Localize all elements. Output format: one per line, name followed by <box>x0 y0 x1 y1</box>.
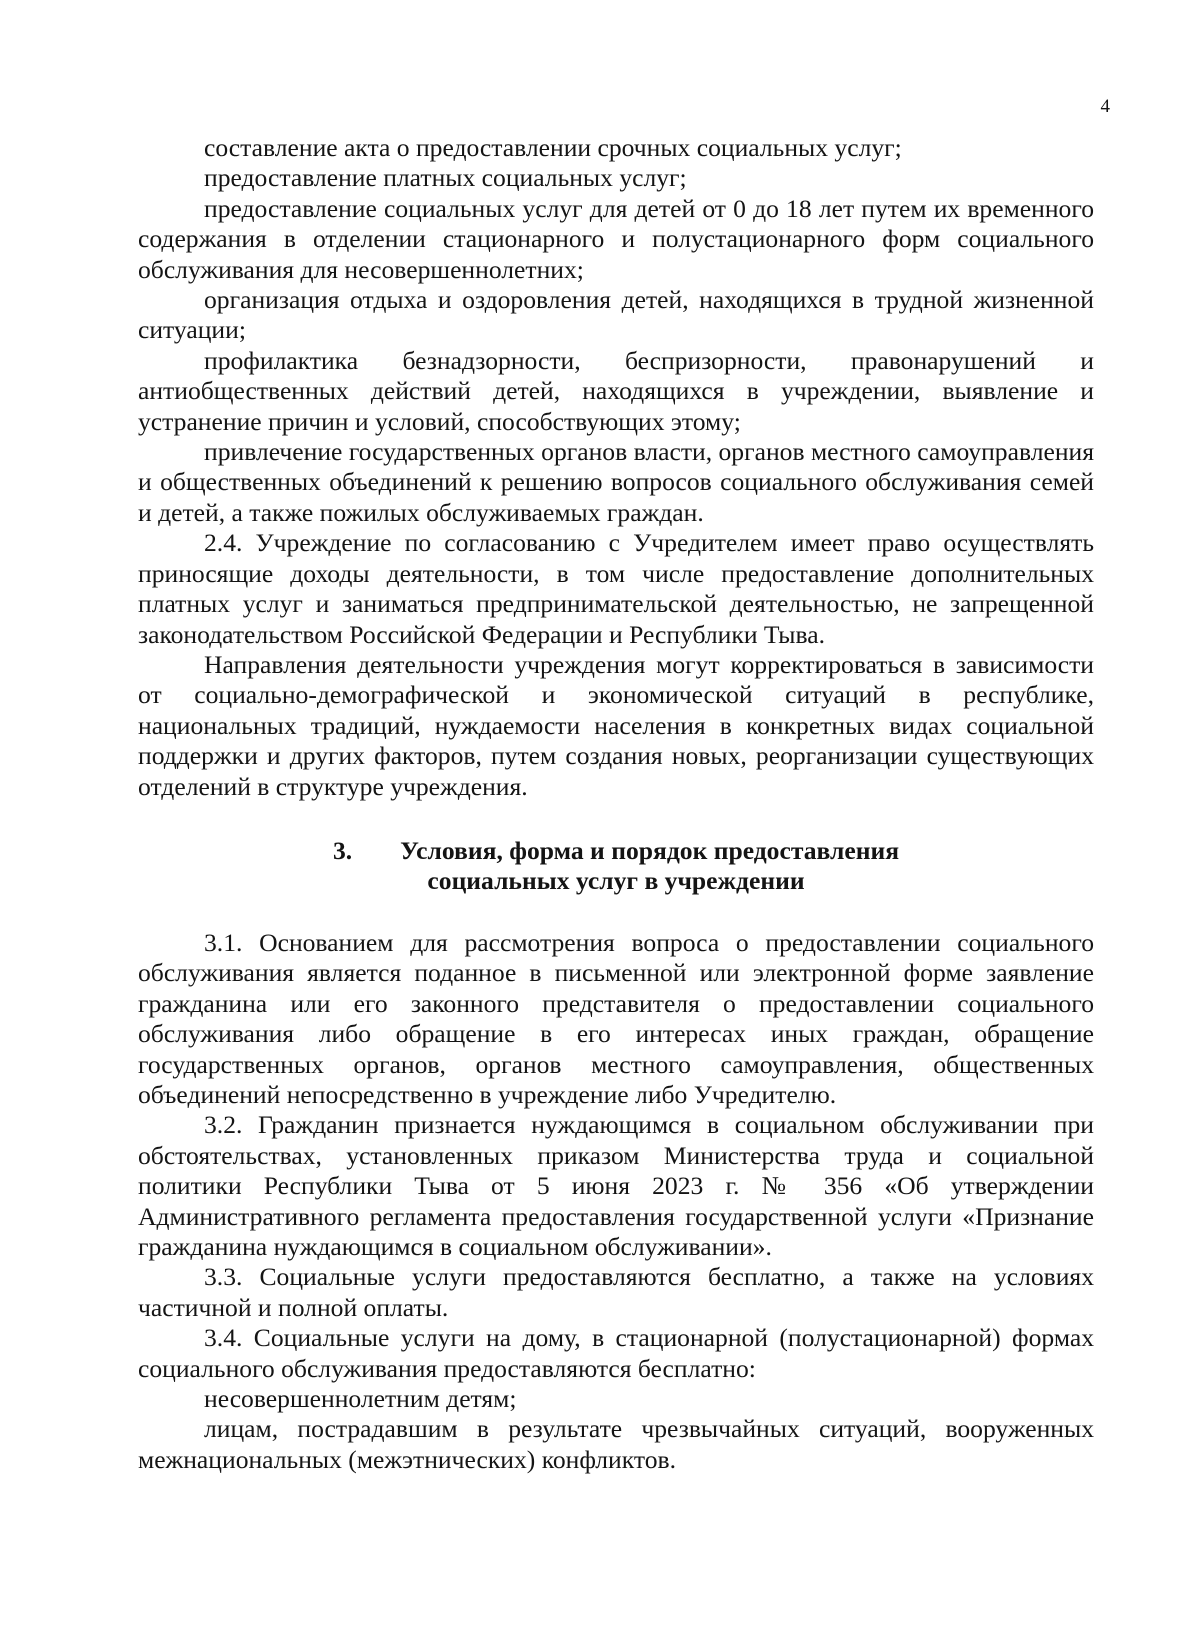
section-number: 3. <box>332 835 353 865</box>
section-title-line-1: Условия, форма и порядок предоставления <box>400 835 900 865</box>
document-body <box>138 133 1094 1475</box>
paragraph: лицам, пострадавшим в результате чрезвычайных ситуаций, вооруженных межнациональных (межэтнических) конфликтов. <box>138 1414 1094 1474</box>
paragraph: несовершеннолетним детям; <box>204 1384 517 1414</box>
paragraph: 3.1. Основанием для рассмотрения вопроса о предоставлении социального обслуживания является поданное в письменной или электронной форме заявление гражданина или его законного представителя о предоставлении социального обслуживания либо обращение в его интересах иных граждан, обращение государственных органов, органов местного самоуправления, общественных объединений непосредственно в учреждение либо Учредителю. <box>138 927 1094 1109</box>
paragraph: профилактика безнадзорности, беспризорности, правонарушений и антиобщественных действий детей, находящихся в учреждении, выявление и устранение причин и условий, способствующих этому; <box>138 345 1094 436</box>
section-title-line-2: социальных услуг в учреждении <box>427 865 805 895</box>
paragraph: предоставление социальных услуг для детей от 0 до 18 лет путем их временного содержания в отделении стационарного и полустационарного форм социального обслуживания для несовершеннолетних; <box>138 193 1094 284</box>
paragraph: организация отдыха и оздоровления детей, находящихся в трудной жизненной ситуации; <box>138 285 1094 345</box>
paragraph: составление акта о предоставлении срочных социальных услуг; <box>204 133 902 162</box>
paragraph: Направления деятельности учреждения могут корректироваться в зависимости от социально-демографической и экономической ситуаций в республике, национальных традиций, нуждаемости населения в конкретных видах социальной поддержки и других факторов, путем создания новых, реорганизации существующих отделений в структуре учреждения. <box>138 649 1094 801</box>
paragraph: 2.4. Учреждение по согласованию с Учредителем имеет право осуществлять приносящие доходы деятельности, в том числе предоставление дополнительных платных услуг и заниматься предпринимательской деятельностью, не запрещенной законодательством Российской Федерации и Республики Тыва. <box>138 528 1094 649</box>
section-heading <box>138 836 1094 896</box>
paragraph: 3.2. Гражданин признается нуждающимся в социальном обслуживании при обстоятельствах, установленных приказом Министерства труда и социальной политики Республики Тыва от 5 июня 2023 г. № 356 «Об утверждении Административного регламента предоставления государственной услуги «Признание гражданина нуждающимся в социальном обслуживании». <box>138 1110 1094 1261</box>
paragraph: привлечение государственных органов власти, органов местного самоуправления и общественных объединений к решению вопросов социального обслуживания семей и детей, а также пожилых обслуживаемых граждан. <box>138 437 1094 527</box>
section-heading-line-1 <box>138 836 1094 866</box>
paragraph: 3.4. Социальные услуги на дому, в стационарной (полустационарной) формах социального обслуживания предоставляются бесплатно: <box>138 1323 1094 1383</box>
page-number: 4 <box>1100 96 1110 117</box>
paragraph: предоставление платных социальных услуг; <box>204 163 687 193</box>
paragraph: 3.3. Социальные услуги предоставляются бесплатно, а также на условиях частичной и полной оплаты. <box>138 1262 1094 1322</box>
